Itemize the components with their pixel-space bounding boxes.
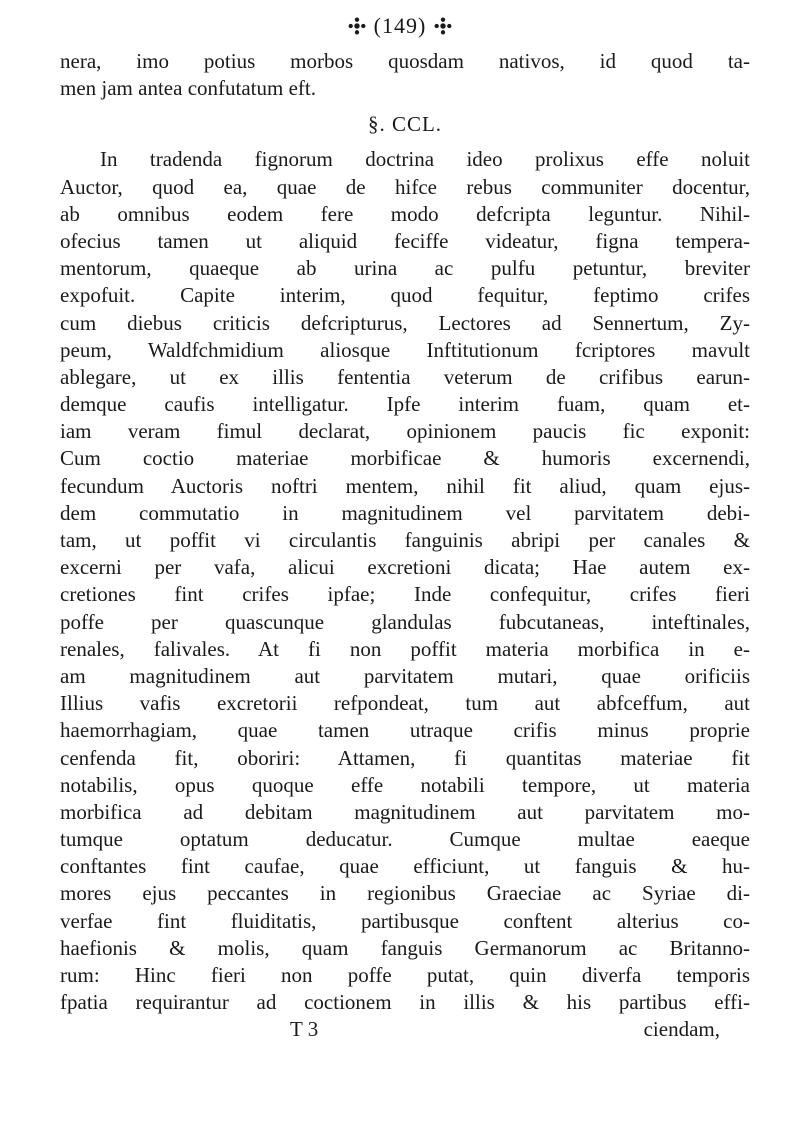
fleuron-icon [434,17,452,35]
text-line: excerni per vafa, alicui excretioni dicata; Hae autem ex- [60,555,750,580]
page-header [0,12,800,40]
text-line: verfae fint fluiditatis, partibusque conftent alterius co- [60,908,750,933]
text-line: nera, imo potius morbos quosdam nativos, id quod ta- [60,49,750,73]
text-line: demque caufis intelligatur. Ipfe interim fuam, quam et- [60,392,750,417]
section-heading: §. CCL. [367,112,443,137]
text-line: dem commutatio in magnitudinem vel parvitatem debi- [60,500,750,525]
text-line: Illius vafis excretorii refpondeat, tum aut abfceffum, aut [60,691,750,716]
text-line: poffe per quascunque glandulas fubcutaneas, inteftinales, [60,609,750,634]
catchword: ciendam, [643,1017,720,1042]
page-number: (149) [373,13,427,38]
fleuron-icon [348,17,366,35]
text-line: ab omnibus eodem fere modo defcripta leguntur. Nihil- [60,201,750,226]
text-line: fecundum Auctoris noftri mentem, nihil fit aliud, quam ejus- [60,473,750,498]
text-line: In tradenda fignorum doctrina ideo prolixus effe noluit [100,147,750,172]
text-line: iam veram fimul declarat, opinionem paucis fic exponit: [60,419,750,444]
text-line: Cum coctio materiae morbificae & humoris excernendi, [60,446,750,471]
text-line: ablegare, ut ex illis fententia veterum de crifibus earun- [60,364,750,389]
text-line: notabilis, opus quoque effe notabili tempore, ut materia [60,772,750,797]
text-line: men jam antea confutatum eft. [60,76,316,101]
text-line: haefionis & molis, quam fanguis Germanorum ac Britanno- [60,935,750,960]
text-line: cenfenda fit, oboriri: Attamen, fi quantitas materiae fit [60,745,750,770]
text-line: haemorrhagiam, quae tamen utraque crifis minus proprie [60,718,750,743]
signature-mark: T 3 [290,1017,319,1042]
text-line: renales, falivales. At fi non poffit materia morbifica in e- [60,636,750,661]
text-line: ofecius tamen ut aliquid feciffe videatur, figna tempera- [60,228,750,253]
text-line: peum, Waldfchmidium aliosque Inftitutionum fcriptores mavult [60,337,750,362]
text-line: fpatia requirantur ad coctionem in illis & his partibus effi- [60,990,750,1015]
text-line: Auctor, quod ea, quae de hifce rebus communiter docentur, [60,174,750,199]
page-footer [60,1016,750,1043]
text-line: tumque optatum deducatur. Cumque multae eaeque [60,827,750,852]
text-line: morbifica ad debitam magnitudinem aut parvitatem mo- [60,799,750,824]
text-line: rum: Hinc fieri non poffe putat, quin diverfa temporis [60,963,750,987]
text-line: cum diebus criticis defcripturus, Lectores ad Sennertum, Zy- [60,310,750,335]
text-line: cretiones fint crifes ipfae; Inde confequitur, crifes fieri [60,582,750,607]
text-line: conftantes fint caufae, quae efficiunt, ut fanguis & hu- [60,854,750,879]
text-line: mentorum, quaeque ab urina ac pulfu petuntur, breviter [60,256,750,281]
text-line: expofuit. Capite interim, quod fequitur, feptimo crifes [60,283,750,308]
main-text [60,48,750,1043]
text-line: am magnitudinem aut parvitatem mutari, quae orificiis [60,663,750,688]
text-line: tam, ut poffit vi circulantis fanguinis abripi per canales & [60,528,750,552]
text-line: mores ejus peccantes in regionibus Graeciae ac Syriae di- [60,881,750,906]
